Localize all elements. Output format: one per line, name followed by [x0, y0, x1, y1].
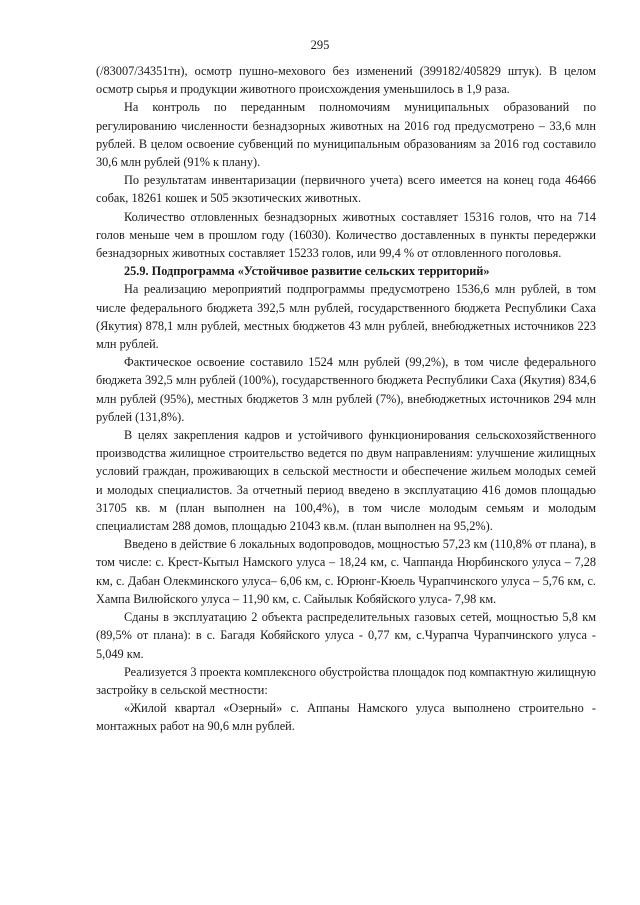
paragraph-2: На контроль по переданным полномочиям муниципальных образований по регулированию численности безнадзорных животных на 2016 год предусмотрено – 33,6 млн рублей. В целом освоение субвенций по муниципальным образованиям за 2016 год составило 30,6 млн рублей (91% к плану).: [96, 100, 596, 170]
paragraph-8: Введено в действие 6 локальных водопроводов, мощностью 57,23 км (110,8% от плана), в том числе: с. Крест-Кытыл Намского улуса – 18,24 км, с. Чаппанда Нюрбинского улуса – 7,28 км, с. Дабан Олекминского улуса– 6,06 км, с. Юрюнг-Кюель Чурапчинского улуса – 5,76 км, с. Хампа Вилюйского улуса – 11,90 км, с. Сайылык Кобяйского улуса- 7,98 км.: [96, 537, 596, 606]
section-heading: 25.9. Подпрограмма «Устойчивое развитие сельских территорий»: [124, 264, 490, 279]
paragraph-5: На реализацию мероприятий подпрограммы предусмотрено 1536,6 млн рублей, в том числе федерального бюджета 392,5 млн рублей, государственного бюджета Республики Саха (Якутия) 878,1 млн рублей, местных бюджетов 43 млн рублей, внебюджетных источников 223 млн рублей.: [96, 282, 596, 352]
page-number: 295: [310, 38, 330, 52]
paragraph-9: Сданы в эксплуатацию 2 объекта распределительных газовых сетей, мощностью 5,8 км (89,5% от плана): в с. Багадя Кобяйского улуса - 0,77 км, с.Чурапча Чурапчинского улуса - 5,049 км.: [96, 610, 596, 661]
paragraph-4: Количество отловленных безнадзорных животных составляет 15316 голов, что на 714 голов меньше чем в прошлом году (16030). Количество доставленных в пункты передержки безнадзорных животных составляет 15233 голов, или 99,4 % от отловленного поголовья.: [96, 209, 596, 261]
document-body: [96, 62, 596, 736]
paragraph-6: Фактическое освоение составило 1524 млн рублей (99,2%), в том числе федерального бюджета 392,5 млн рублей (100%), государственного бюджета Республики Саха (Якутия) 834,6 млн рублей (95%), местных бюджетов 3 млн рублей (7%), внебюджетных источников 294 млн рублей (131,8%).: [96, 355, 596, 424]
paragraph-11: «Жилой квартал «Озерный» с. Аппаны Намского улуса выполнено строительно - монтажных работ на 90,6 млн рублей.: [96, 701, 596, 734]
paragraph-3: По результатам инвентаризации (первичного учета) всего имеется на конец года 46466 собак, 18261 кошек и 505 экзотических животных.: [96, 173, 596, 206]
paragraph-7: В целях закрепления кадров и устойчивого функционирования сельскохозяйственного производства жилищное строительство ведется по двум направлениям: улучшение жилищных условий граждан, проживающих в сельской местности и обеспечение жильем молодых семей и молодых специалистов. За отчетный период введено в эксплуатацию 416 домов площадью 31705 кв. м (план выполнен на 100,4%), в том числе молодым семьям и молодым специалистам 288 домов, площадью 21043 кв.м. (план выполнен на 95,2%).: [96, 428, 596, 534]
paragraph-10: Реализуется 3 проекта комплексного обустройства площадок под компактную жилищную застройку в сельской местности:: [96, 664, 596, 697]
paragraph-1: (/83007/34351тн), осмотр пушно-мехового без изменений (399182/405829 штук). В целом осмотр сырья и продукции животного происхождения уменьшилось в 1,9 раза.: [96, 64, 596, 97]
